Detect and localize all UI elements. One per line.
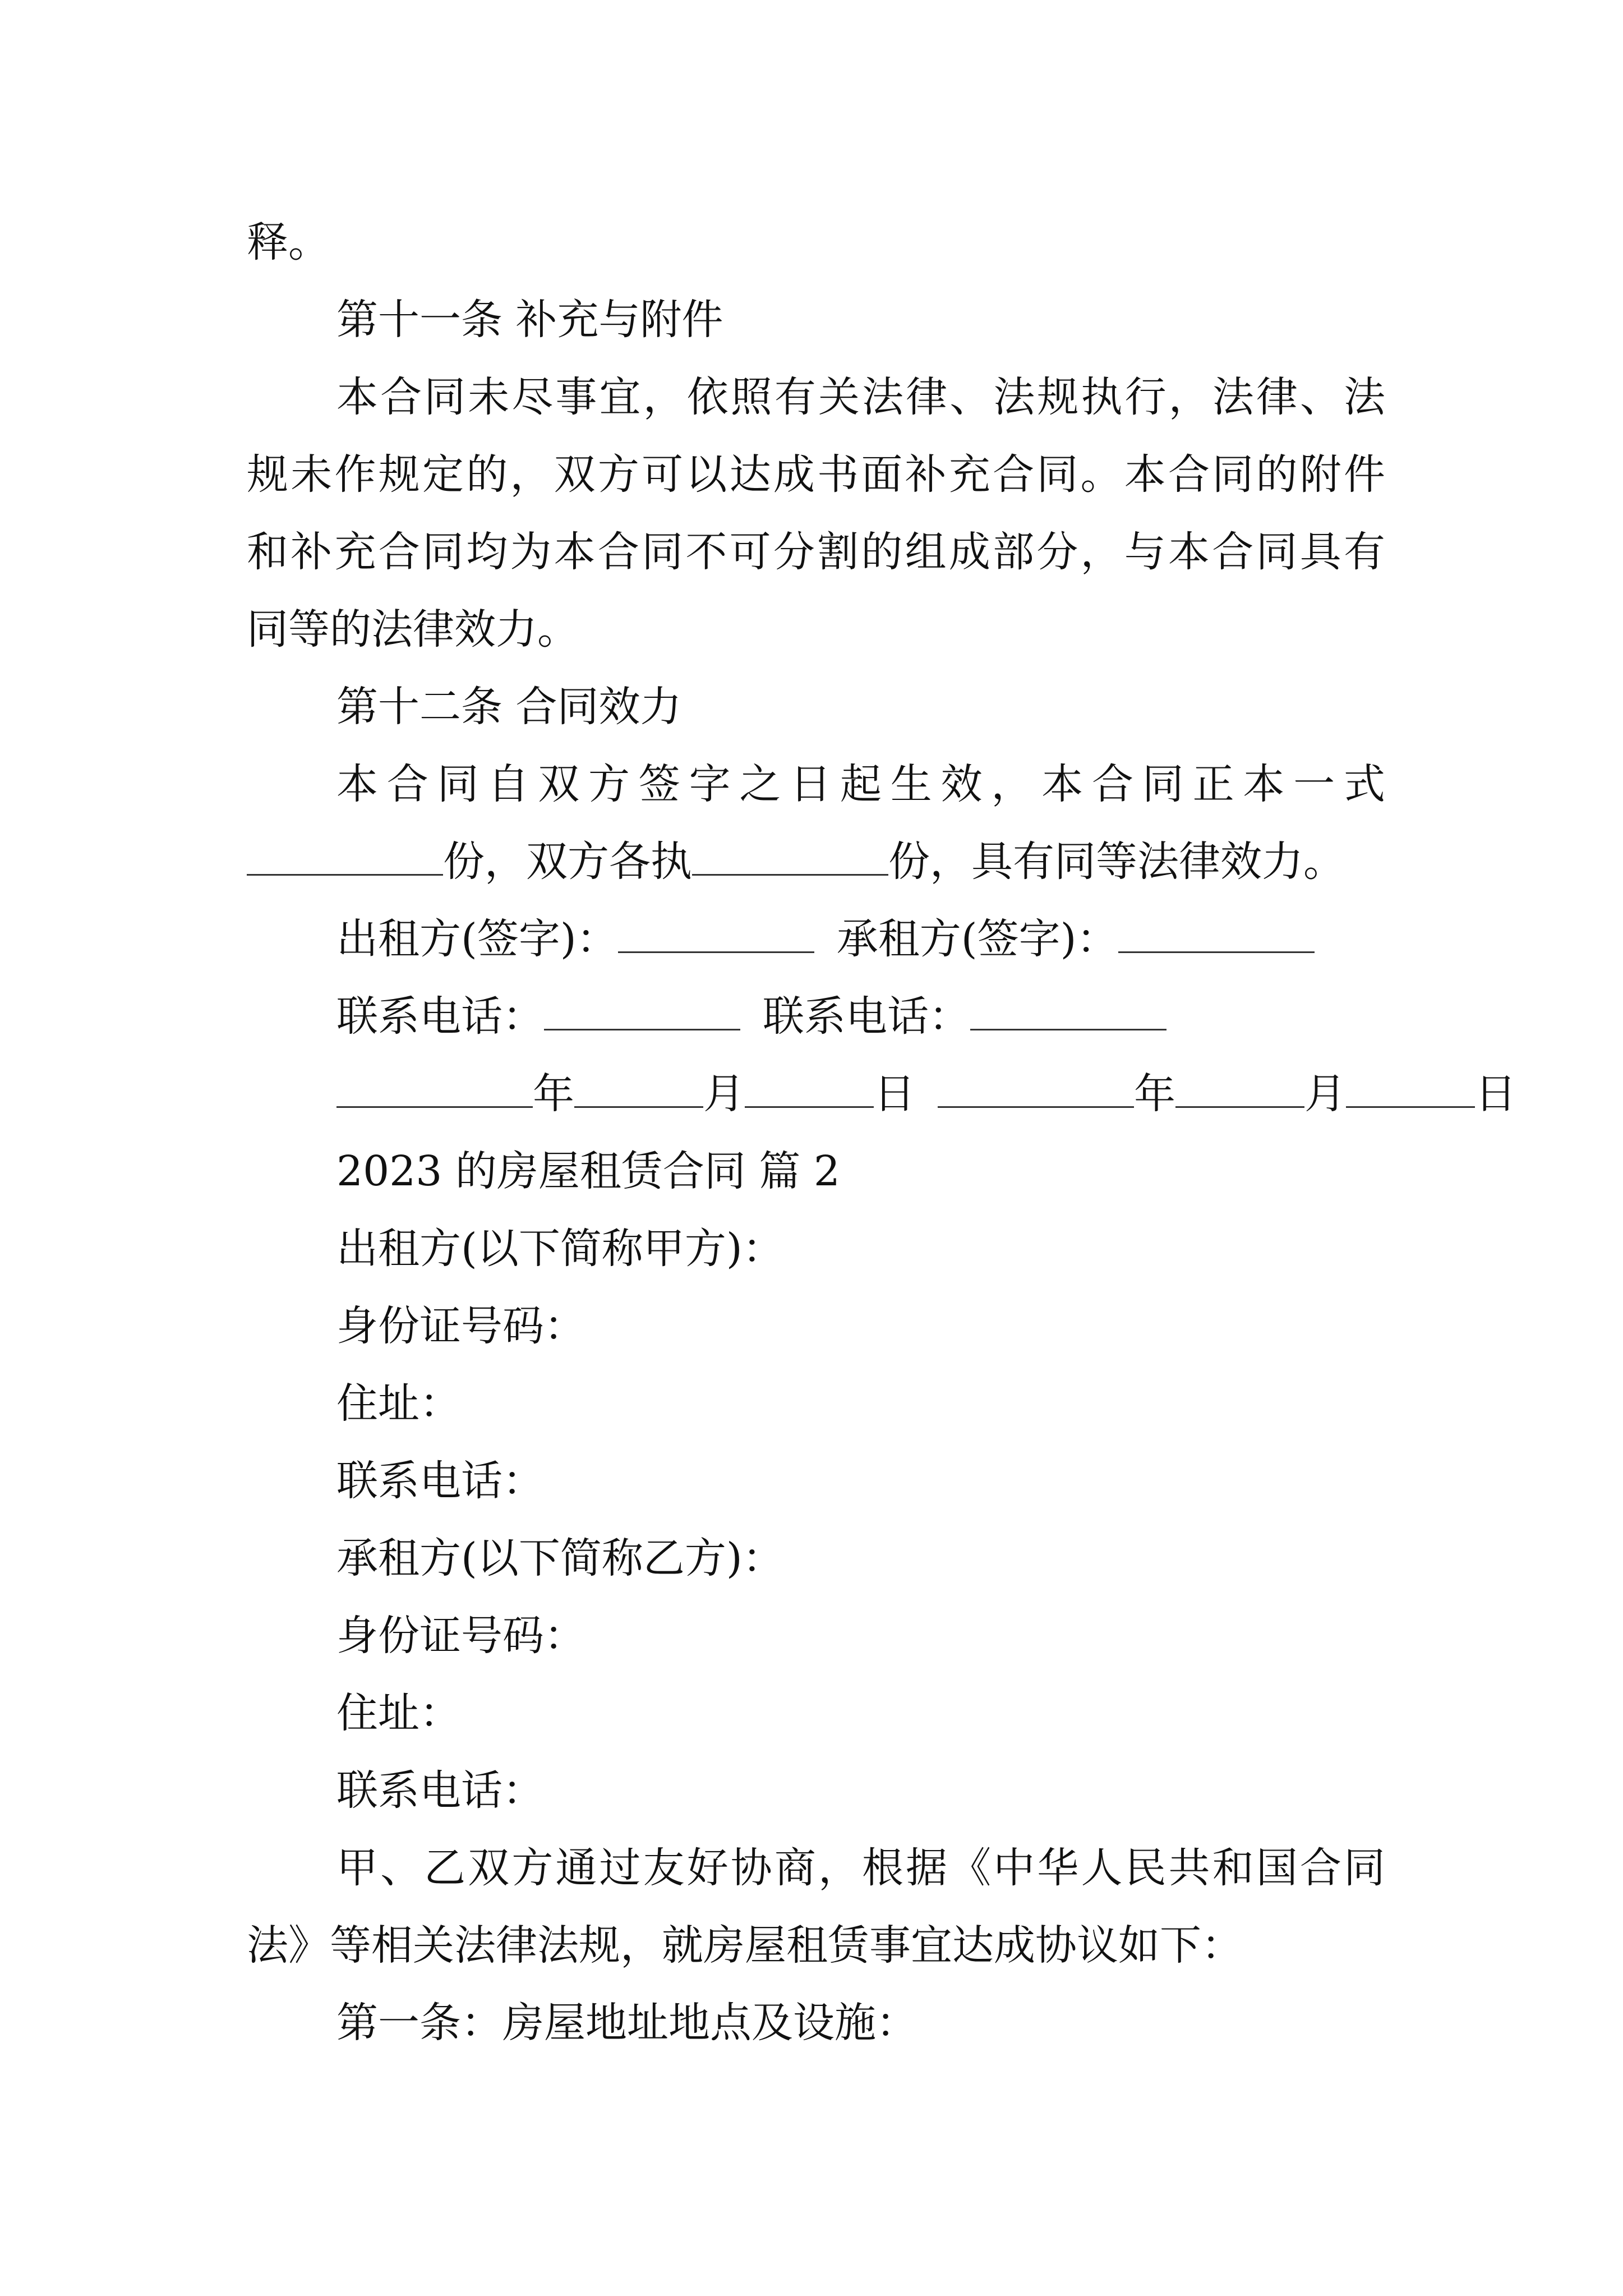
lessor-day-blank[interactable] <box>745 1067 874 1108</box>
paragraph-line: 规未作规定的，双方可以达成书面补充合同。本合同的附件 <box>247 450 1385 499</box>
lessee-sign-label: 承租方(签字)： <box>836 915 1118 963</box>
copies-text-2: 份，具有同等法律效力。 <box>888 838 1345 886</box>
copies-blank[interactable] <box>247 835 443 876</box>
lessee-phone-blank[interactable] <box>970 990 1166 1030</box>
article-1-heading: 第一条：房屋地址地点及设施： <box>336 1999 917 2047</box>
paragraph-line: 法》等相关法律法规，就房屋租赁事宜达成协议如下： <box>247 1921 1243 1970</box>
paragraph-line: 和补充合同均为本合同不可分割的组成部分，与本合同具有 <box>247 528 1385 576</box>
lessee-year-blank[interactable] <box>938 1067 1134 1108</box>
article-11-heading: 第十一条 补充与附件 <box>336 296 723 344</box>
copies-text-1: 份，双方各执 <box>443 838 692 886</box>
phone-line <box>336 983 1166 1050</box>
article-12-heading: 第十二条 合同效力 <box>336 683 682 731</box>
year-label: 年 <box>1134 1070 1175 1118</box>
lessor-phone-label: 联系电话： <box>336 1457 544 1505</box>
each-copies-blank[interactable] <box>692 835 888 876</box>
lessor-phone-blank[interactable] <box>544 990 740 1030</box>
lessee-day-blank[interactable] <box>1346 1067 1475 1108</box>
paragraph-line: 本合同未尽事宜，依照有关法律、法规执行，法律、法 <box>336 373 1385 421</box>
lessor-month-blank[interactable] <box>574 1067 703 1108</box>
day-label: 日 <box>874 1070 915 1118</box>
lessee-label: 承租方(以下简称乙方)： <box>336 1534 784 1582</box>
date-line <box>336 1060 1516 1128</box>
lessee-sign-blank[interactable] <box>1118 912 1315 953</box>
copies-line <box>247 828 1345 895</box>
paragraph-line: 同等的法律效力。 <box>247 605 579 654</box>
paragraph-line: 本合同自双方签字之日起生效，本合同正本一式 <box>336 760 1385 808</box>
section-2-title: 2023 的房屋租赁合同 篇 2 <box>336 1147 840 1195</box>
lessor-address-label: 住址： <box>336 1379 461 1428</box>
lessee-phone-label: 联系电话： <box>336 1766 544 1815</box>
lessor-label: 出租方(以下简称甲方)： <box>336 1225 784 1273</box>
paragraph-line: 释。 <box>247 218 330 266</box>
signature-line <box>336 905 1315 973</box>
day-label: 日 <box>1475 1070 1516 1118</box>
paragraph-line: 甲、乙双方通过友好协商，根据《中华人民共和国合同 <box>336 1844 1385 1892</box>
lessor-sign-blank[interactable] <box>618 912 814 953</box>
lessee-id-label: 身份证号码： <box>336 1612 585 1660</box>
month-label: 月 <box>1304 1070 1346 1118</box>
lessor-id-label: 身份证号码： <box>336 1302 585 1350</box>
lessee-phone-label: 联系电话： <box>763 992 970 1041</box>
lessor-year-blank[interactable] <box>336 1067 533 1108</box>
lessee-month-blank[interactable] <box>1175 1067 1304 1108</box>
year-label: 年 <box>533 1070 574 1118</box>
lessor-sign-label: 出租方(签字)： <box>336 915 618 963</box>
lessor-phone-label: 联系电话： <box>336 992 544 1041</box>
lessee-address-label: 住址： <box>336 1689 461 1737</box>
month-label: 月 <box>703 1070 745 1118</box>
